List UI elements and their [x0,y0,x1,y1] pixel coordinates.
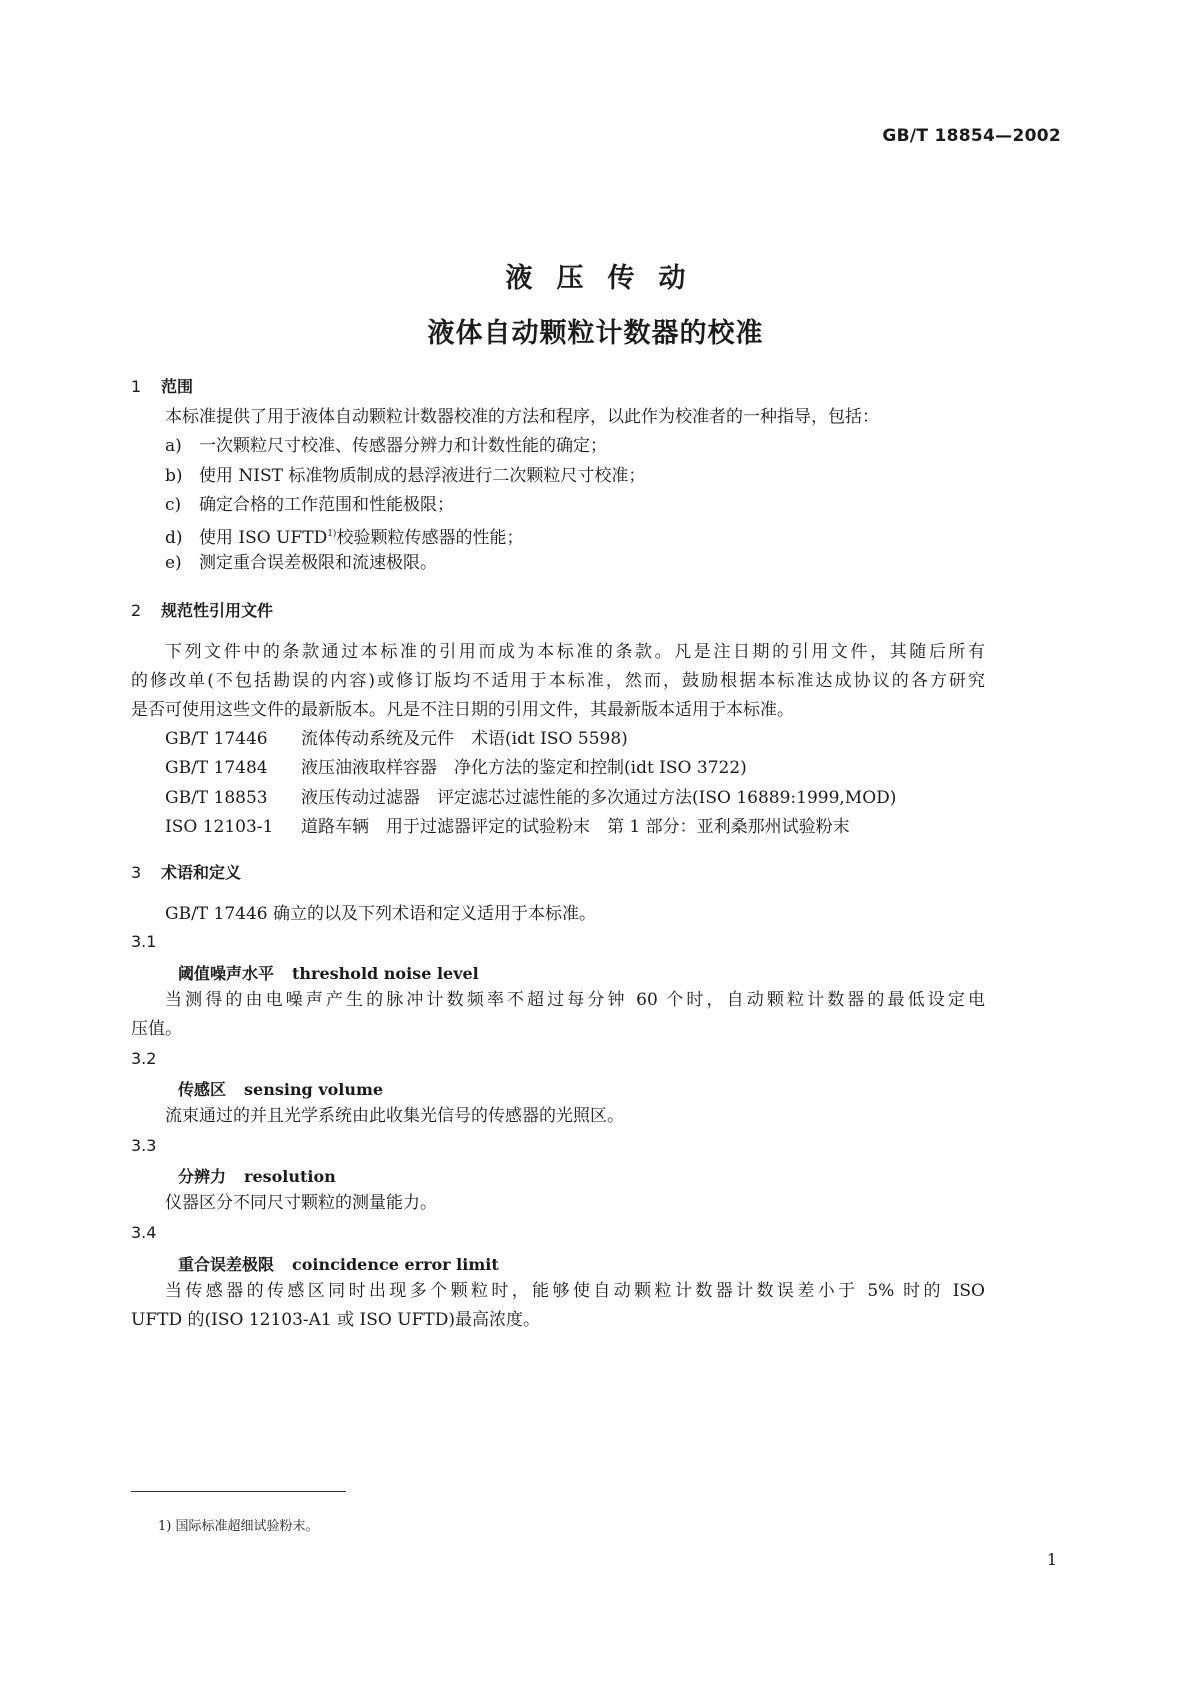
paragraph-line: 是否可使用这些文件的最新版本。凡是不注日期的引用文件，其最新版本适用于本标准。 [131,700,794,720]
list-item [165,493,454,517]
footnote-ref: 1) [327,529,337,539]
section-title: 术语和定义 [161,863,242,882]
reference-item [165,756,747,780]
term-definition: 当传感器的传感区同时出现多个颗粒时，能够使自动颗粒计数器计数误差小于 5% 时的 ISO [165,1281,985,1301]
reference-code: GB/T 18853 [165,788,268,808]
reference-title: 液压传动过滤器 评定滤芯过滤性能的多次通过方法(ISO 16889:1999,MOD) [301,788,897,808]
standard-code: GB/T 18854—2002 [882,126,1061,146]
term-heading [178,1252,499,1275]
list-label: c) [165,495,182,515]
section-number: 1 [131,377,142,396]
reference-item [165,815,850,839]
section-2-heading [131,598,273,621]
reference-code: GB/T 17484 [165,758,268,778]
term-definition: 流束通过的并且光学系统由此收集光信号的传感器的光照区。 [165,1106,624,1126]
list-text: 校验颗粒传感器的性能； [336,528,524,548]
section-number: 2 [131,601,142,620]
paragraph-line: 的修改单(不包括勘误的内容)或修订版均不适用于本标准，然而，鼓励根据本标准达成协议的各方研究 [131,671,985,691]
title-main: 液压传动 [505,263,710,294]
list-item [165,522,523,550]
reference-item [165,786,896,810]
term-en: threshold noise level [292,964,479,983]
list-text: 使用 ISO UFTD [199,528,328,548]
footnote-rule [131,1491,346,1492]
reference-code: ISO 12103-1 [165,817,274,837]
term-number: 3.2 [131,1049,157,1068]
term-zh: 阈值噪声水平 [178,964,275,983]
term-en: coincidence error limit [292,1255,499,1274]
term-definition: 压值。 [131,1019,182,1039]
section-1-intro: 本标准提供了用于液体自动颗粒计数器校准的方法和程序，以此作为校准者的一种指导，包括： [165,407,879,427]
term-number: 3.4 [131,1223,157,1242]
list-label: d) [165,528,183,548]
term-en: sensing volume [244,1080,384,1099]
list-text: 一次颗粒尺寸校准、传感器分辨力和计数性能的确定； [199,436,607,456]
list-label: b) [165,466,183,486]
section-3-heading [131,860,241,883]
list-text: 使用 NIST 标准物质制成的悬浮液进行二次颗粒尺寸校准； [199,466,646,486]
list-text: 测定重合误差极限和流速极限。 [199,553,437,573]
page-number: 1 [1046,1550,1057,1569]
section-title: 范围 [161,377,194,396]
footnote: 1) 国际标准超细试验粉末。 [158,1519,319,1534]
term-definition: UFTD 的(ISO 12103-A1 或 ISO UFTD)最高浓度。 [131,1310,540,1330]
reference-code: GB/T 17446 [165,729,268,749]
section-title: 规范性引用文件 [161,601,274,620]
term-number: 3.3 [131,1136,157,1155]
term-number: 3.1 [131,932,157,951]
reference-title: 液压油液取样容器 净化方法的鉴定和控制(idt ISO 3722) [301,758,747,778]
term-definition: 仪器区分不同尺寸颗粒的测量能力。 [165,1193,437,1213]
term-heading [178,1164,336,1187]
section-3-intro: GB/T 17446 确立的以及下列术语和定义适用于本标准。 [165,904,597,924]
paragraph-line: 下列文件中的条款通过本标准的引用而成为本标准的条款。凡是注日期的引用文件，其随后所有 [165,642,985,662]
list-text: 确定合格的工作范围和性能极限； [199,495,454,515]
section-number: 3 [131,863,142,882]
list-item [165,551,437,575]
section-1-heading [131,374,193,397]
reference-item [165,727,628,751]
term-heading [178,961,479,984]
term-heading [178,1077,383,1100]
list-item [165,464,645,488]
reference-title: 道路车辆 用于过滤器评定的试验粉末 第 1 部分：亚利桑那州试验粉末 [301,817,850,837]
term-zh: 分辨力 [178,1167,227,1186]
list-label: a) [165,436,182,456]
list-label: e) [165,553,182,573]
term-en: resolution [244,1167,336,1186]
term-definition: 当测得的由电噪声产生的脉冲计数频率不超过每分钟 60 个时，自动颗粒计数器的最低设定电 [165,990,985,1010]
title-sub: 液体自动颗粒计数器的校准 [427,318,764,349]
term-zh: 传感区 [178,1080,227,1099]
term-zh: 重合误差极限 [178,1255,275,1274]
list-item [165,434,607,458]
reference-title: 流体传动系统及元件 术语(idt ISO 5598) [301,729,628,749]
